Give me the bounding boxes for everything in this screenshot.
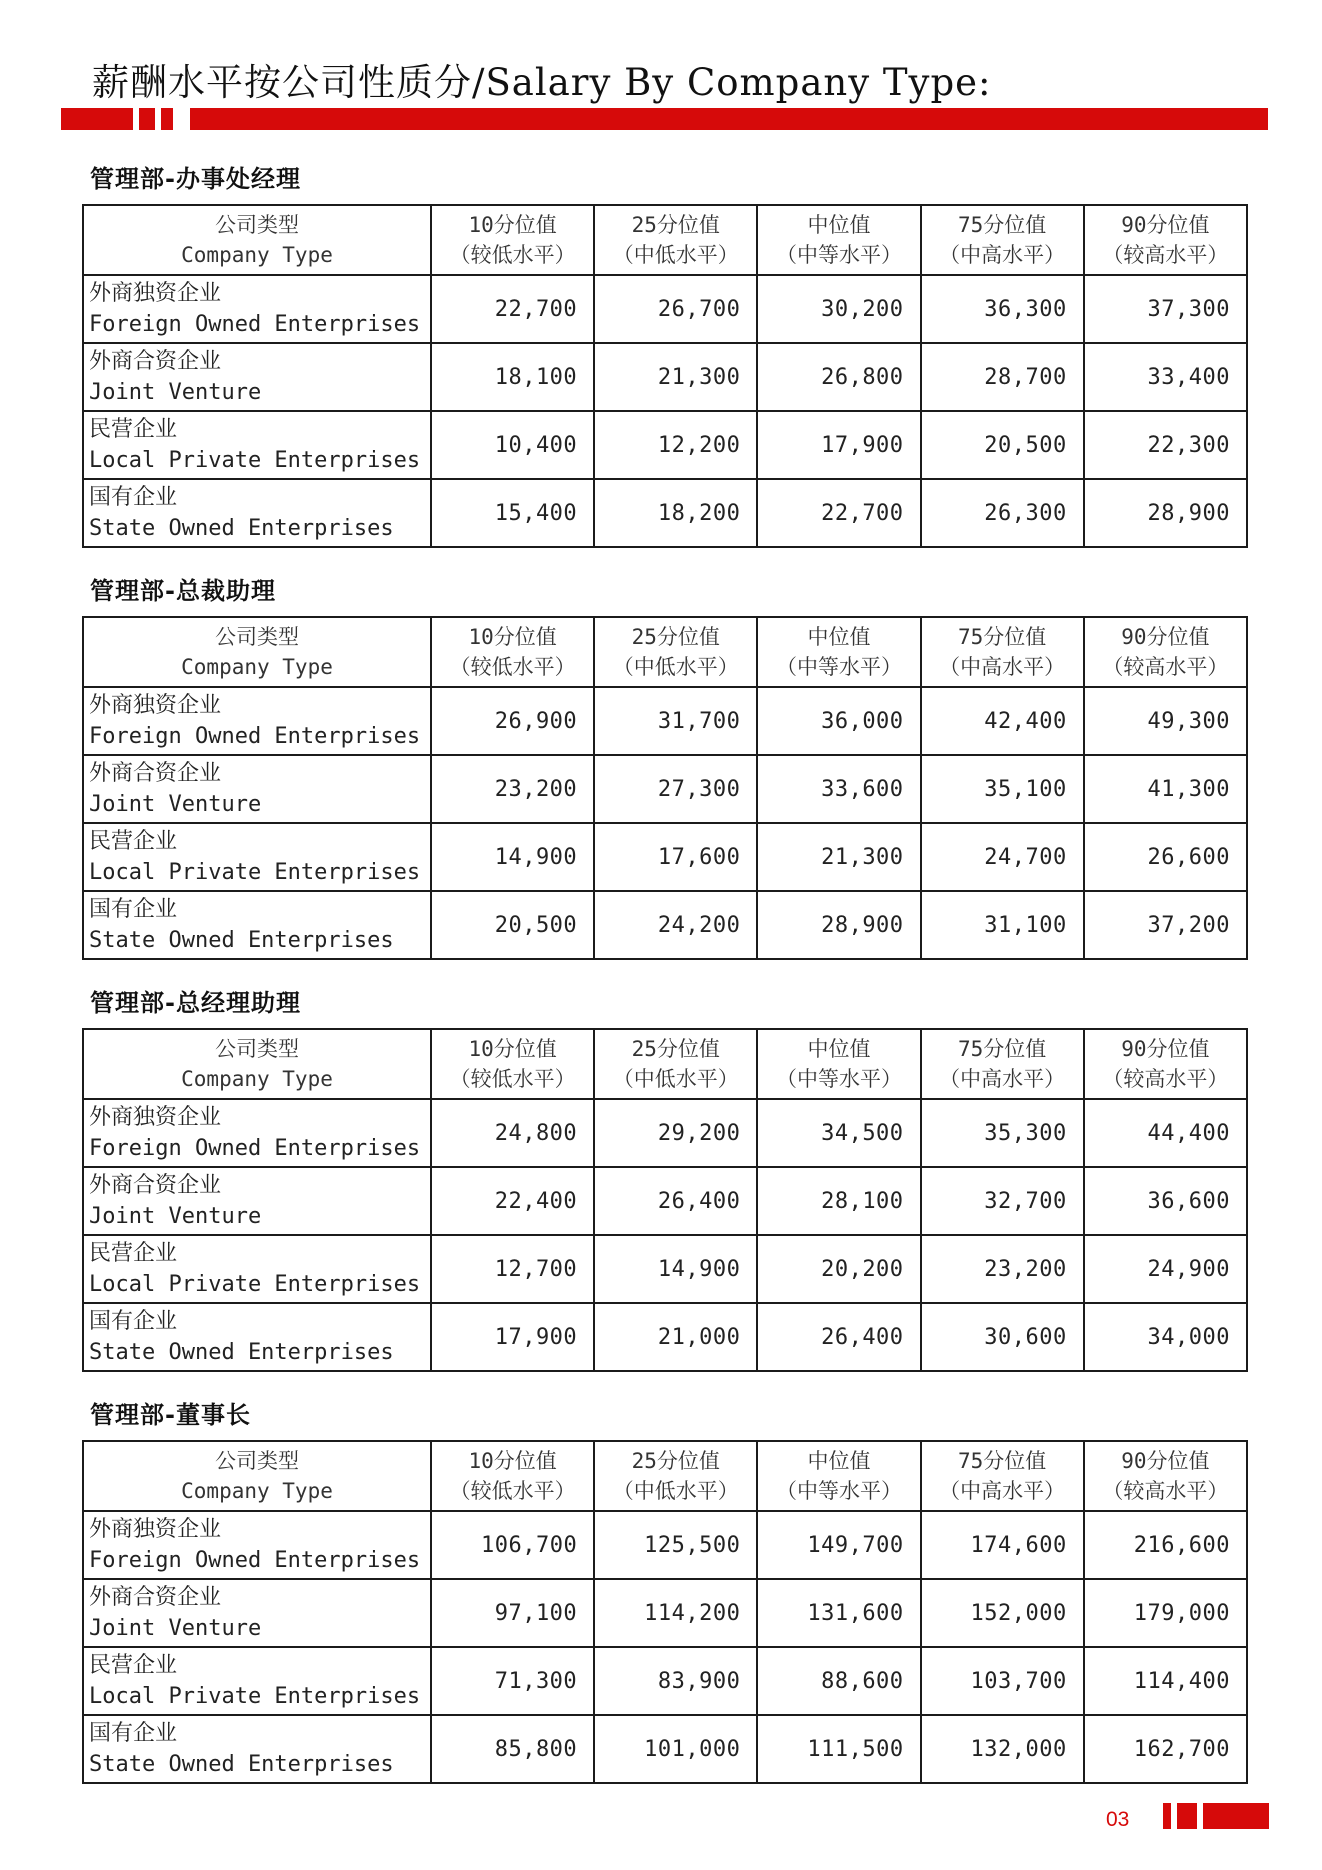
column-header [757, 205, 920, 275]
column-header [594, 1029, 757, 1099]
column-header-sub: Company Type [181, 655, 333, 679]
salary-value-cell: 20,200 [757, 1235, 920, 1303]
salary-value-cell: 131,600 [757, 1579, 920, 1647]
column-header-sub: （中等水平） [775, 1067, 902, 1091]
column-header [757, 617, 920, 687]
column-header-sub: （中高水平） [939, 655, 1066, 679]
company-type-cell [83, 479, 431, 547]
salary-table [82, 1028, 1248, 1372]
column-header-cn: 10分位值 [468, 1449, 557, 1473]
salary-value-cell: 103,700 [921, 1647, 1084, 1715]
company-type-cn: 外商合资企业 [89, 1173, 222, 1198]
column-header [1084, 205, 1247, 275]
company-type-cell [83, 1715, 431, 1783]
salary-value-cell: 49,300 [1084, 687, 1247, 755]
salary-value-cell: 37,200 [1084, 891, 1247, 959]
salary-value-cell: 26,800 [757, 343, 920, 411]
salary-value-cell: 12,700 [431, 1235, 594, 1303]
section-title: 管理部-办事处经理 [90, 165, 301, 193]
salary-value-cell: 14,900 [594, 1235, 757, 1303]
header-rule-segment [61, 108, 133, 130]
salary-value-cell: 28,900 [1084, 479, 1247, 547]
salary-value-cell: 18,200 [594, 479, 757, 547]
salary-value-cell: 26,400 [594, 1167, 757, 1235]
column-header-sub: （中高水平） [939, 243, 1066, 267]
column-header-cn: 10分位值 [468, 1037, 557, 1061]
company-type-cn: 外商独资企业 [89, 693, 222, 718]
salary-value-cell: 33,400 [1084, 343, 1247, 411]
column-header [83, 617, 431, 687]
company-type-cn: 外商独资企业 [89, 1517, 222, 1542]
column-header-sub: Company Type [181, 1067, 333, 1091]
column-header-sub: （较低水平） [449, 1067, 576, 1091]
table-row [83, 1167, 1247, 1235]
salary-value-cell: 32,700 [921, 1167, 1084, 1235]
salary-value-cell: 24,200 [594, 891, 757, 959]
column-header-cn: 10分位值 [468, 625, 557, 649]
company-type-en: State Owned Enterprises [89, 1752, 394, 1777]
column-header [757, 1029, 920, 1099]
salary-value-cell: 34,000 [1084, 1303, 1247, 1371]
company-type-en: Local Private Enterprises [89, 448, 421, 473]
column-header-sub: （中高水平） [939, 1479, 1066, 1503]
salary-value-cell: 30,600 [921, 1303, 1084, 1371]
column-header [431, 1029, 594, 1099]
column-header [757, 1441, 920, 1511]
company-type-cn: 民营企业 [89, 417, 178, 442]
table-header [83, 617, 1247, 687]
column-header-sub: Company Type [181, 243, 333, 267]
column-header-cn: 公司类型 [215, 1037, 299, 1061]
salary-value-cell: 132,000 [921, 1715, 1084, 1783]
table-body [83, 1511, 1247, 1783]
company-type-en: Joint Venture [89, 380, 262, 405]
salary-value-cell: 36,000 [757, 687, 920, 755]
salary-value-cell: 23,200 [921, 1235, 1084, 1303]
company-type-cn: 国有企业 [89, 485, 178, 510]
column-header-sub: （中等水平） [775, 655, 902, 679]
company-type-cell [83, 1099, 431, 1167]
company-type-cell [83, 1235, 431, 1303]
header-rule-segment [190, 108, 1268, 130]
company-type-en: Foreign Owned Enterprises [89, 312, 421, 337]
salary-value-cell: 17,900 [757, 411, 920, 479]
company-type-en: State Owned Enterprises [89, 1340, 394, 1365]
company-type-en: State Owned Enterprises [89, 516, 394, 541]
column-header [83, 205, 431, 275]
column-header-sub: （中高水平） [939, 1067, 1066, 1091]
salary-value-cell: 30,200 [757, 275, 920, 343]
column-header-sub: （较低水平） [449, 655, 576, 679]
table-body [83, 275, 1247, 547]
salary-value-cell: 24,800 [431, 1099, 594, 1167]
column-header [594, 617, 757, 687]
salary-section [82, 1398, 1248, 1784]
column-header [594, 205, 757, 275]
salary-value-cell: 149,700 [757, 1511, 920, 1579]
section-title: 管理部-总裁助理 [90, 577, 276, 605]
salary-section [82, 162, 1248, 548]
column-header-cn: 75分位值 [958, 213, 1047, 237]
table-row [83, 479, 1247, 547]
column-header-sub: （中等水平） [775, 1479, 902, 1503]
column-header-sub: （较高水平） [1102, 655, 1229, 679]
salary-value-cell: 34,500 [757, 1099, 920, 1167]
footer-mark-segment [1203, 1803, 1269, 1829]
salary-value-cell: 111,500 [757, 1715, 920, 1783]
salary-value-cell: 26,700 [594, 275, 757, 343]
salary-section [82, 986, 1248, 1372]
table-row [83, 755, 1247, 823]
salary-section [82, 574, 1248, 960]
column-header-sub: （较低水平） [449, 1479, 576, 1503]
column-header-sub: Company Type [181, 1479, 333, 1503]
table-row [83, 1235, 1247, 1303]
salary-value-cell: 125,500 [594, 1511, 757, 1579]
company-type-cn: 国有企业 [89, 897, 178, 922]
salary-value-cell: 44,400 [1084, 1099, 1247, 1167]
column-header-cn: 公司类型 [215, 213, 299, 237]
table-row [83, 1099, 1247, 1167]
header-rule-segment [139, 108, 155, 130]
company-type-cell [83, 411, 431, 479]
company-type-cn: 国有企业 [89, 1721, 178, 1746]
salary-value-cell: 179,000 [1084, 1579, 1247, 1647]
salary-value-cell: 106,700 [431, 1511, 594, 1579]
salary-value-cell: 41,300 [1084, 755, 1247, 823]
column-header [921, 205, 1084, 275]
column-header-cn: 10分位值 [468, 213, 557, 237]
company-type-cn: 国有企业 [89, 1309, 178, 1334]
column-header-cn: 中位值 [807, 213, 871, 237]
column-header-cn: 公司类型 [215, 1449, 299, 1473]
salary-value-cell: 31,700 [594, 687, 757, 755]
salary-value-cell: 14,900 [431, 823, 594, 891]
column-header-cn: 25分位值 [631, 1449, 720, 1473]
table-header [83, 1029, 1247, 1099]
column-header-sub: （较高水平） [1102, 1479, 1229, 1503]
salary-value-cell: 42,400 [921, 687, 1084, 755]
column-header-cn: 中位值 [807, 625, 871, 649]
section-title: 管理部-总经理助理 [90, 989, 301, 1017]
header-rule-segment [161, 108, 173, 130]
table-row [83, 1511, 1247, 1579]
page-number: 03 [1106, 1808, 1130, 1831]
column-header-cn: 25分位值 [631, 625, 720, 649]
salary-value-cell: 83,900 [594, 1647, 757, 1715]
salary-table [82, 616, 1248, 960]
salary-value-cell: 114,400 [1084, 1647, 1247, 1715]
column-header-cn: 中位值 [807, 1037, 871, 1061]
column-header-cn: 75分位值 [958, 1449, 1047, 1473]
salary-value-cell: 10,400 [431, 411, 594, 479]
salary-value-cell: 28,100 [757, 1167, 920, 1235]
column-header-cn: 90分位值 [1121, 1449, 1210, 1473]
table-row [83, 1303, 1247, 1371]
company-type-en: Joint Venture [89, 1204, 262, 1229]
company-type-cell [83, 891, 431, 959]
table-header [83, 205, 1247, 275]
section-title: 管理部-董事长 [90, 1401, 251, 1429]
salary-value-cell: 21,000 [594, 1303, 757, 1371]
salary-value-cell: 71,300 [431, 1647, 594, 1715]
column-header-cn: 25分位值 [631, 1037, 720, 1061]
column-header-sub: （中低水平） [612, 655, 739, 679]
table-body [83, 1099, 1247, 1371]
salary-value-cell: 31,100 [921, 891, 1084, 959]
salary-value-cell: 20,500 [431, 891, 594, 959]
salary-value-cell: 26,600 [1084, 823, 1247, 891]
header-row [83, 205, 1247, 275]
column-header [1084, 617, 1247, 687]
salary-value-cell: 85,800 [431, 1715, 594, 1783]
salary-value-cell: 22,700 [431, 275, 594, 343]
salary-value-cell: 28,700 [921, 343, 1084, 411]
table-row [83, 343, 1247, 411]
salary-value-cell: 21,300 [594, 343, 757, 411]
salary-value-cell: 22,700 [757, 479, 920, 547]
company-type-cell [83, 1647, 431, 1715]
table-body [83, 687, 1247, 959]
salary-value-cell: 174,600 [921, 1511, 1084, 1579]
company-type-cell [83, 687, 431, 755]
column-header-sub: （中低水平） [612, 243, 739, 267]
column-header-cn: 75分位值 [958, 1037, 1047, 1061]
salary-value-cell: 23,200 [431, 755, 594, 823]
page-title: 薪酬水平按公司性质分/Salary By Company Type: [92, 61, 992, 104]
salary-value-cell: 22,300 [1084, 411, 1247, 479]
company-type-cn: 民营企业 [89, 829, 178, 854]
salary-value-cell: 35,300 [921, 1099, 1084, 1167]
table-row [83, 687, 1247, 755]
table-row [83, 411, 1247, 479]
column-header [83, 1441, 431, 1511]
company-type-en: Foreign Owned Enterprises [89, 1136, 421, 1161]
company-type-cn: 民营企业 [89, 1241, 178, 1266]
company-type-cell [83, 343, 431, 411]
header-row [83, 1441, 1247, 1511]
table-row [83, 823, 1247, 891]
column-header [921, 1441, 1084, 1511]
salary-value-cell: 15,400 [431, 479, 594, 547]
salary-value-cell: 36,300 [921, 275, 1084, 343]
salary-value-cell: 24,900 [1084, 1235, 1247, 1303]
table-row [83, 1647, 1247, 1715]
salary-value-cell: 29,200 [594, 1099, 757, 1167]
company-type-cell [83, 755, 431, 823]
table-header [83, 1441, 1247, 1511]
company-type-cell [83, 1167, 431, 1235]
column-header [921, 617, 1084, 687]
table-row [83, 1715, 1247, 1783]
company-type-cell [83, 823, 431, 891]
company-type-cn: 外商合资企业 [89, 1585, 222, 1610]
company-type-cell [83, 1303, 431, 1371]
salary-value-cell: 26,400 [757, 1303, 920, 1371]
footer-mark-segment [1163, 1803, 1171, 1829]
salary-value-cell: 33,600 [757, 755, 920, 823]
company-type-en: Joint Venture [89, 792, 262, 817]
column-header-cn: 25分位值 [631, 213, 720, 237]
salary-value-cell: 20,500 [921, 411, 1084, 479]
column-header [431, 205, 594, 275]
table-row [83, 1579, 1247, 1647]
header-row [83, 1029, 1247, 1099]
column-header-cn: 90分位值 [1121, 213, 1210, 237]
column-header-cn: 中位值 [807, 1449, 871, 1473]
salary-value-cell: 24,700 [921, 823, 1084, 891]
company-type-en: Foreign Owned Enterprises [89, 1548, 421, 1573]
salary-value-cell: 35,100 [921, 755, 1084, 823]
salary-value-cell: 27,300 [594, 755, 757, 823]
salary-value-cell: 114,200 [594, 1579, 757, 1647]
company-type-cell [83, 1579, 431, 1647]
salary-value-cell: 152,000 [921, 1579, 1084, 1647]
column-header-sub: （较高水平） [1102, 243, 1229, 267]
column-header [431, 617, 594, 687]
salary-value-cell: 162,700 [1084, 1715, 1247, 1783]
company-type-en: Local Private Enterprises [89, 860, 421, 885]
salary-value-cell: 97,100 [431, 1579, 594, 1647]
company-type-cell [83, 1511, 431, 1579]
company-type-cn: 外商合资企业 [89, 761, 222, 786]
salary-value-cell: 37,300 [1084, 275, 1247, 343]
column-header-sub: （中等水平） [775, 243, 902, 267]
company-type-cn: 外商独资企业 [89, 1105, 222, 1130]
salary-value-cell: 88,600 [757, 1647, 920, 1715]
column-header [594, 1441, 757, 1511]
company-type-en: Local Private Enterprises [89, 1272, 421, 1297]
salary-value-cell: 36,600 [1084, 1167, 1247, 1235]
column-header-cn: 90分位值 [1121, 625, 1210, 649]
column-header [921, 1029, 1084, 1099]
column-header-cn: 75分位值 [958, 625, 1047, 649]
column-header-sub: （较高水平） [1102, 1067, 1229, 1091]
salary-value-cell: 26,900 [431, 687, 594, 755]
salary-value-cell: 18,100 [431, 343, 594, 411]
salary-value-cell: 17,600 [594, 823, 757, 891]
column-header-sub: （中低水平） [612, 1067, 739, 1091]
column-header [1084, 1441, 1247, 1511]
company-type-cn: 外商独资企业 [89, 281, 222, 306]
salary-value-cell: 17,900 [431, 1303, 594, 1371]
salary-table [82, 204, 1248, 548]
salary-value-cell: 22,400 [431, 1167, 594, 1235]
company-type-en: Joint Venture [89, 1616, 262, 1641]
footer-mark-segment [1177, 1803, 1197, 1829]
salary-value-cell: 101,000 [594, 1715, 757, 1783]
header-row [83, 617, 1247, 687]
salary-value-cell: 216,600 [1084, 1511, 1247, 1579]
column-header [431, 1441, 594, 1511]
company-type-en: State Owned Enterprises [89, 928, 394, 953]
table-row [83, 275, 1247, 343]
salary-table [82, 1440, 1248, 1784]
column-header-cn: 公司类型 [215, 625, 299, 649]
salary-value-cell: 12,200 [594, 411, 757, 479]
company-type-en: Foreign Owned Enterprises [89, 724, 421, 749]
company-type-cn: 外商合资企业 [89, 349, 222, 374]
salary-value-cell: 26,300 [921, 479, 1084, 547]
column-header [1084, 1029, 1247, 1099]
salary-value-cell: 21,300 [757, 823, 920, 891]
column-header-cn: 90分位值 [1121, 1037, 1210, 1061]
column-header [83, 1029, 431, 1099]
column-header-sub: （中低水平） [612, 1479, 739, 1503]
company-type-cn: 民营企业 [89, 1653, 178, 1678]
company-type-cell [83, 275, 431, 343]
table-row [83, 891, 1247, 959]
company-type-en: Local Private Enterprises [89, 1684, 421, 1709]
column-header-sub: （较低水平） [449, 243, 576, 267]
salary-value-cell: 28,900 [757, 891, 920, 959]
